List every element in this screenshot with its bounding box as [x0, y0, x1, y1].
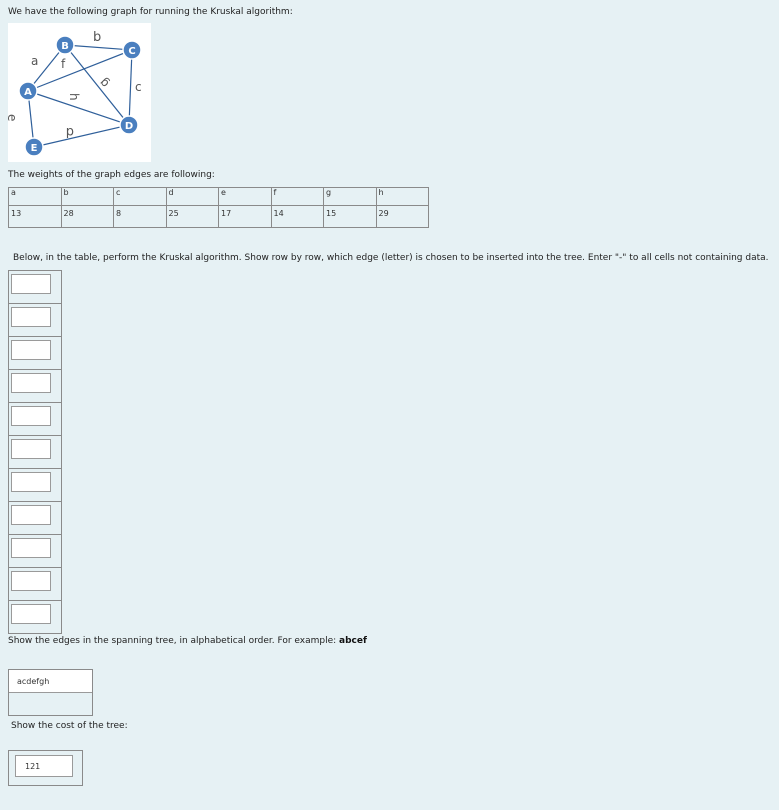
- node-E: [25, 138, 43, 156]
- kruskal-row-input[interactable]: [11, 538, 51, 558]
- cost-prompt: Show the cost of the tree:: [11, 721, 128, 731]
- kruskal-row: [9, 337, 61, 370]
- kruskal-row-input[interactable]: [11, 307, 51, 327]
- kruskal-row: [9, 436, 61, 469]
- kruskal-row: [9, 370, 61, 403]
- edges-example: abcef: [339, 636, 367, 646]
- weights-value-cell: 17: [219, 206, 272, 228]
- node-label-E: E: [30, 143, 38, 154]
- node-label-D: D: [124, 121, 134, 132]
- kruskal-row-input[interactable]: [11, 439, 51, 459]
- weights-header-cell: h: [376, 188, 429, 206]
- weights-header-cell: c: [114, 188, 167, 206]
- edge-label-e: e: [5, 114, 19, 122]
- kruskal-row: [9, 403, 61, 436]
- kruskal-row-input[interactable]: [11, 274, 51, 294]
- edge-label-d: d: [65, 124, 74, 139]
- node-label-A: A: [24, 87, 32, 98]
- kruskal-row-input[interactable]: [11, 373, 51, 393]
- edge-label-h: h: [67, 93, 81, 101]
- cost-answer-input[interactable]: [15, 755, 73, 777]
- weights-header-cell: f: [271, 188, 324, 206]
- kruskal-row-input[interactable]: [11, 406, 51, 426]
- node-label-B: B: [61, 41, 69, 52]
- edges-answer-input[interactable]: [9, 670, 92, 693]
- node-C: [123, 41, 141, 59]
- weights-intro-text: The weights of the graph edges are following:: [8, 170, 215, 180]
- edge-label-g: g: [96, 75, 112, 91]
- node-B: [56, 36, 74, 54]
- cost-answer-box: [8, 750, 83, 786]
- edge-label-b: b: [93, 30, 102, 45]
- kruskal-answer-table: [8, 270, 62, 634]
- edge-label-a: a: [31, 54, 39, 68]
- kruskal-row: [9, 601, 61, 633]
- weights-value-cell: 29: [376, 206, 429, 228]
- kruskal-row-input[interactable]: [11, 604, 51, 624]
- kruskal-row-input[interactable]: [11, 340, 51, 360]
- graph-diagram: [5, 23, 151, 162]
- edge-b: [65, 45, 132, 50]
- weights-value-cell: 14: [271, 206, 324, 228]
- weights-value-cell: 15: [324, 206, 377, 228]
- kruskal-row: [9, 535, 61, 568]
- kruskal-row-input[interactable]: [11, 571, 51, 591]
- kruskal-row-input[interactable]: [11, 472, 51, 492]
- weights-header-cell: e: [219, 188, 272, 206]
- weights-header-cell: b: [61, 188, 114, 206]
- weights-value-row: [9, 206, 429, 228]
- weights-table: [8, 187, 429, 228]
- kruskal-row: [9, 271, 61, 304]
- weights-value-cell: 13: [9, 206, 62, 228]
- edge-label-c: c: [135, 80, 142, 94]
- kruskal-row-input[interactable]: [11, 505, 51, 525]
- edge-c: [129, 50, 132, 125]
- edges-prompt-text: Show the edges in the spanning tree, in alphabetical order. For example:: [8, 636, 340, 646]
- edges-prompt: [8, 636, 367, 646]
- weights-value-cell: 28: [61, 206, 114, 228]
- kruskal-row: [9, 502, 61, 535]
- edge-label-f: f: [61, 57, 66, 71]
- edges-answer-box: [8, 669, 93, 716]
- node-label-C: C: [128, 46, 136, 57]
- kruskal-instructions: Below, in the table, perform the Kruskal algorithm. Show row by row, which edge (letter) is chosen to be inserted into the tree. Enter "-" to all cells not containing data.: [13, 253, 769, 263]
- kruskal-row: [9, 469, 61, 502]
- weights-header-cell: d: [166, 188, 219, 206]
- weights-value-cell: 8: [114, 206, 167, 228]
- graph-image: [5, 23, 151, 162]
- edge-d: [34, 125, 129, 147]
- edge-f: [28, 50, 132, 91]
- node-A: [19, 82, 37, 100]
- intro-text: We have the following graph for running the Kruskal algorithm:: [8, 7, 293, 17]
- kruskal-row: [9, 568, 61, 601]
- weights-header-cell: g: [324, 188, 377, 206]
- weights-value-cell: 25: [166, 206, 219, 228]
- kruskal-row: [9, 304, 61, 337]
- weights-header-row: [9, 188, 429, 206]
- node-D: [120, 116, 138, 134]
- weights-header-cell: a: [9, 188, 62, 206]
